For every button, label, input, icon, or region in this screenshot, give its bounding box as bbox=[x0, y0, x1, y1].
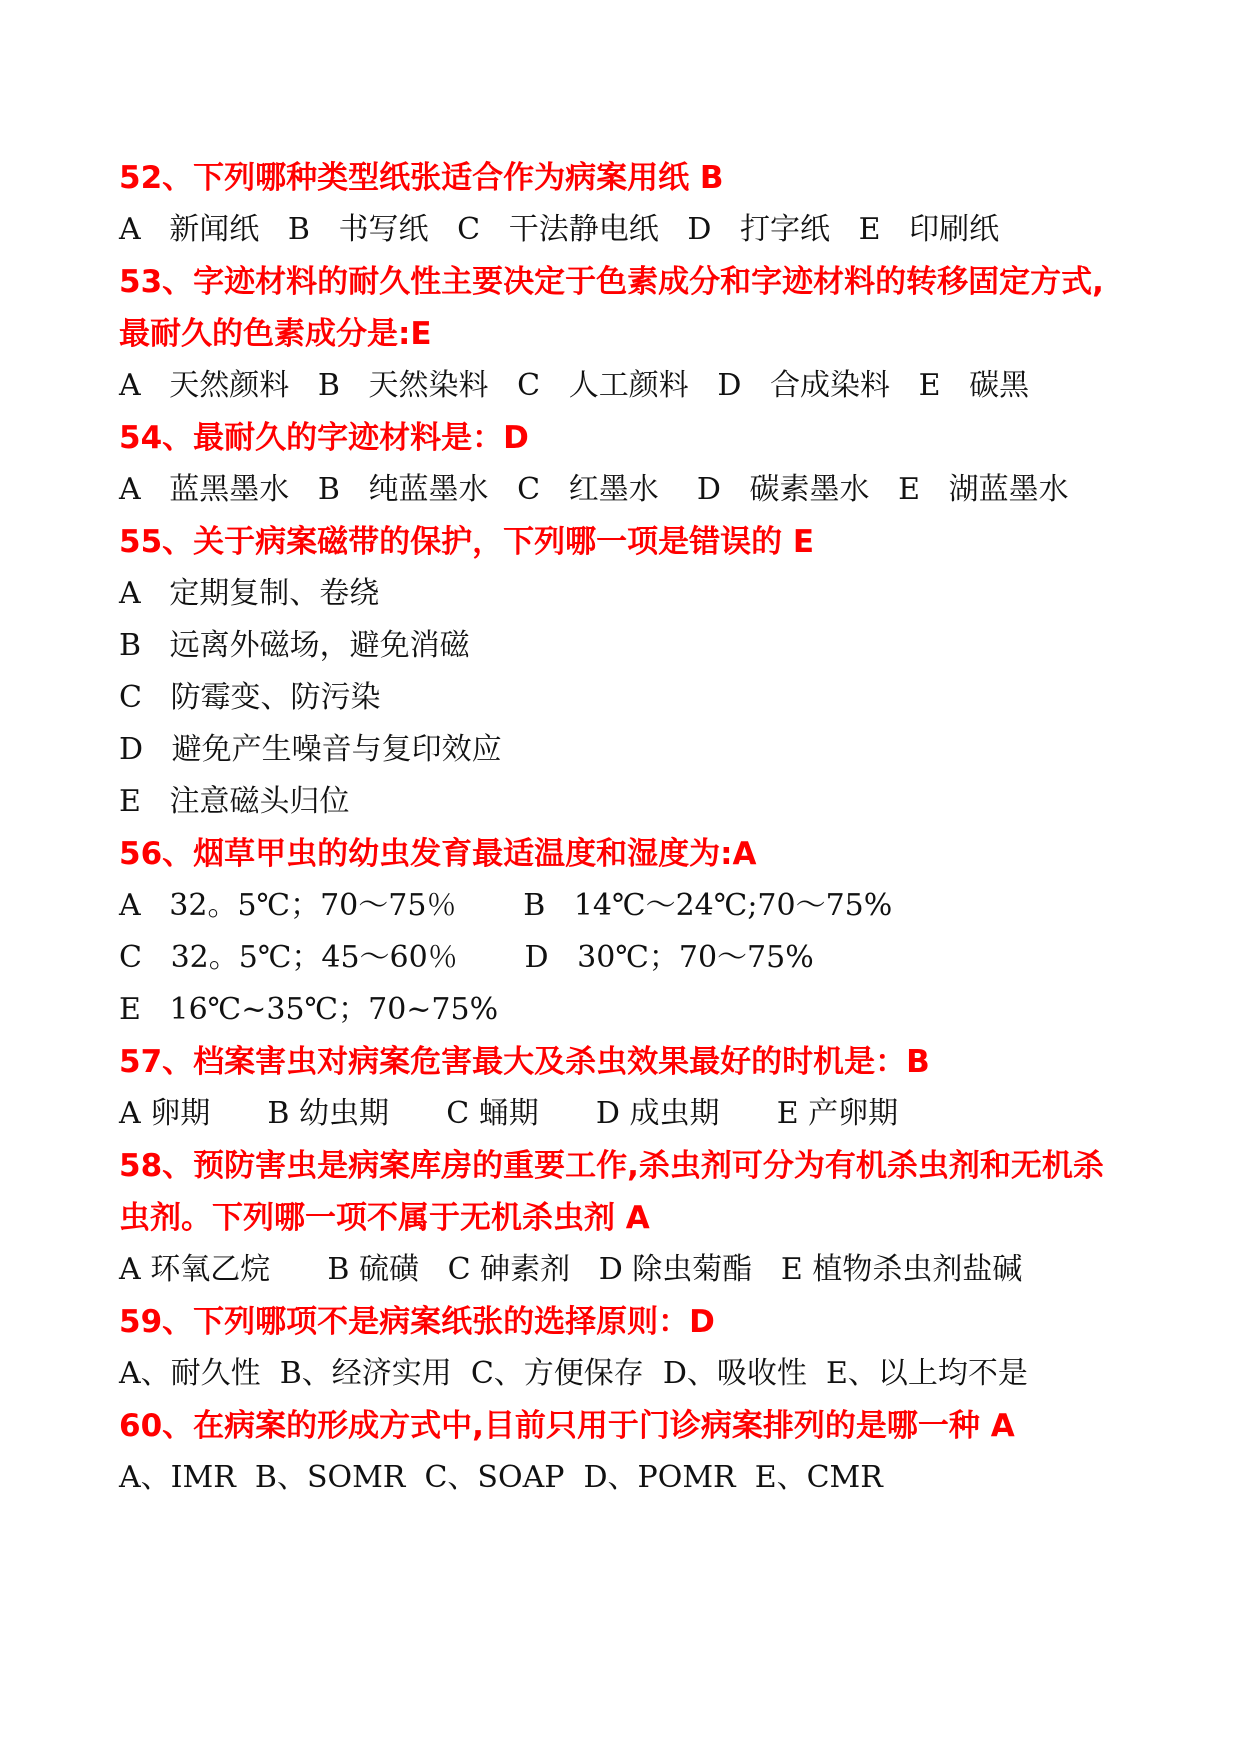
answer-options: A、IMR B、SOMR C、SOAP D、POMR E、CMR bbox=[119, 1460, 883, 1495]
question-59 bbox=[119, 1296, 1129, 1400]
question-53 bbox=[119, 256, 1129, 412]
answer-option-e: E 注意磁头归位 bbox=[119, 784, 350, 819]
question-title: 57、档案害虫对病案危害最大及杀虫效果最好的时机是：B bbox=[119, 1044, 930, 1080]
answer-option-c: C 防霉变、防污染 bbox=[119, 680, 381, 715]
question-60 bbox=[119, 1400, 1129, 1504]
question-title: 58、预防害虫是病案库房的重要工作,杀虫剂可分为有机杀虫剂和无机杀虫剂。下列哪一项不属于无机杀虫剂 A bbox=[119, 1148, 1104, 1236]
question-57 bbox=[119, 1036, 1129, 1140]
answer-options: A 卵期 B 幼虫期 C 蛹期 D 成虫期 E 产卵期 bbox=[119, 1096, 899, 1131]
answer-options: A 天然颜料 B 天然染料 C 人工颜料 D 合成染料 E 碳黑 bbox=[119, 368, 1030, 403]
answer-options: A 蓝黑墨水 B 纯蓝墨水 C 红墨水 D 碳素墨水 E 湖蓝墨水 bbox=[119, 472, 1069, 507]
question-56 bbox=[119, 828, 1129, 1036]
question-title: 59、下列哪项不是病案纸张的选择原则：D bbox=[119, 1304, 715, 1340]
answer-options-cd: C 32。5℃；45～60％ D 30℃；70～75% bbox=[119, 940, 814, 975]
question-title: 60、在病案的形成方式中,目前只用于门诊病案排列的是哪一种 A bbox=[119, 1408, 1015, 1444]
document-page bbox=[119, 152, 1129, 1504]
question-58 bbox=[119, 1140, 1129, 1296]
question-title: 52、下列哪种类型纸张适合作为病案用纸 B bbox=[119, 160, 724, 196]
question-title: 56、烟草甲虫的幼虫发育最适温度和湿度为:A bbox=[119, 836, 757, 872]
answer-option-e: E 16℃~35℃；70~75% bbox=[119, 992, 499, 1027]
question-55 bbox=[119, 516, 1129, 828]
answer-options: A、耐久性 B、经济实用 C、方便保存 D、吸收性 E、以上均不是 bbox=[119, 1356, 1028, 1391]
question-52 bbox=[119, 152, 1129, 256]
question-title: 53、字迹材料的耐久性主要决定于色素成分和字迹材料的转移固定方式,最耐久的色素成分是:E bbox=[119, 264, 1104, 352]
answer-option-a: A 定期复制、卷绕 bbox=[119, 576, 380, 611]
question-title: 54、最耐久的字迹材料是：D bbox=[119, 420, 529, 456]
answer-option-d: D 避免产生噪音与复印效应 bbox=[119, 732, 502, 767]
answer-options: A 环氧乙烷 B 硫磺 C 砷素剂 D 除虫菊酯 E 植物杀虫剂盐碱 bbox=[119, 1252, 1023, 1287]
answer-options-ab: A 32。5℃；70～75％ B 14℃～24℃;70～75% bbox=[119, 888, 893, 923]
answer-option-b: B 远离外磁场，避免消磁 bbox=[119, 628, 470, 663]
question-title: 55、关于病案磁带的保护，下列哪一项是错误的 E bbox=[119, 524, 815, 560]
question-54 bbox=[119, 412, 1129, 516]
answer-options: A 新闻纸 B 书写纸 C 干法静电纸 D 打字纸 E 印刷纸 bbox=[119, 212, 1000, 247]
